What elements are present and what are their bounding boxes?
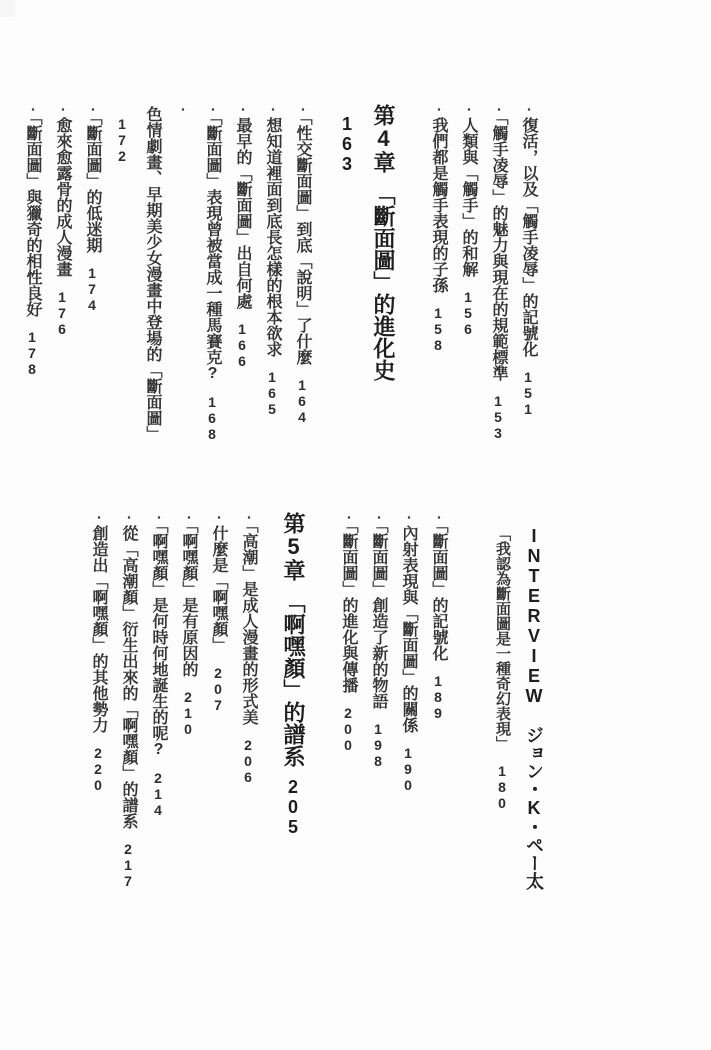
bullet-dot-icon: ・	[242, 512, 254, 523]
interview-heading	[517, 512, 551, 894]
entry-page-number: 156	[460, 289, 476, 337]
chapter-page-number: 163	[337, 114, 357, 174]
chapter-page-number: 205	[283, 777, 303, 837]
toc-entry	[453, 104, 483, 450]
bullet-dot-icon: ・	[492, 104, 504, 115]
chapter4-toc-block	[17, 104, 543, 450]
toc-entry	[113, 512, 143, 894]
bullet-dot-icon: ・	[212, 512, 224, 523]
chapter-heading	[275, 512, 311, 894]
bullet-dot-icon: ・	[372, 512, 384, 523]
toc-entry	[203, 512, 233, 894]
toc-entry	[287, 104, 317, 450]
entry-page-number: 189	[430, 673, 446, 721]
entry-page-number: 180	[494, 763, 510, 811]
bullet-dot-icon: ・	[182, 512, 194, 523]
entry-page-number: 210	[180, 689, 196, 737]
entry-page-number: 174	[84, 265, 100, 313]
entry-title: 「斷面圖」創造了新的物語	[370, 525, 387, 709]
bullet-dot-icon: ・	[402, 512, 414, 523]
toc-entry	[77, 104, 107, 450]
entry-page-number: 151	[520, 369, 536, 417]
entry-title: 「斷面圖」與獵奇的相性良好	[24, 117, 41, 317]
entry-title: 最早的「斷面圖」出自何處	[234, 117, 251, 309]
toc-entry	[257, 104, 287, 450]
entry-page-number: 165	[264, 369, 280, 417]
entry-title: 色情劇畫、早期美少女漫畫中登場的「斷面圖」	[144, 106, 161, 442]
toc-entry	[233, 512, 263, 894]
toc-entry	[333, 512, 363, 894]
entry-page-number: 220	[90, 745, 106, 793]
bullet-dot-icon: ・	[462, 104, 474, 115]
entry-title: 人類與「觸手」的和解	[460, 117, 477, 277]
bullet-dot-icon: ・	[122, 512, 134, 523]
entry-page-number: 207	[210, 665, 226, 713]
bullet-dot-icon: ・	[342, 512, 354, 523]
entry-title: 想知道裡面到底長怎樣的根本欲求	[264, 117, 281, 357]
chapter-title: 「啊嘿顏」的譜系	[281, 591, 306, 767]
entry-title: 內射表現與「斷面圖」的關係	[400, 525, 417, 733]
chapter-title: 「斷面圖」的進化史	[371, 183, 396, 381]
toc-entry	[47, 104, 77, 450]
bullet-dot-icon: ・	[176, 104, 188, 115]
bullet-dot-icon: ・	[206, 104, 218, 115]
entry-page-number: 178	[24, 329, 40, 377]
entry-title: 我們都是觸手表現的子孫	[430, 117, 447, 293]
entry-title: 「啊嘿顏」是何時何地誕生的呢?	[150, 525, 167, 758]
toc-entry	[17, 104, 47, 450]
interview-title: INTERVIEW ジョン・K・ペー太	[524, 526, 544, 890]
chapter-label: 第4章	[371, 104, 396, 173]
entry-page-number: 158	[430, 305, 446, 353]
entry-title: 「斷面圖」表現曾被當成一種馬賽克?	[204, 117, 221, 382]
entry-title: 「觸手凌辱」的魅力與現在的規範標準	[490, 117, 507, 381]
entry-title: 復活，以及「觸手凌辱」的記號化	[520, 117, 537, 357]
toc-entry	[107, 104, 197, 450]
entry-page-number: 172	[114, 116, 130, 164]
toc-entry	[423, 104, 453, 450]
entry-page-number: 198	[370, 721, 386, 769]
bullet-dot-icon: ・	[152, 512, 164, 523]
bullet-dot-icon: ・	[266, 104, 278, 115]
entry-page-number: 164	[294, 377, 310, 425]
bullet-dot-icon: ・	[26, 104, 38, 115]
bullet-dot-icon: ・	[522, 104, 534, 115]
entry-page-number: 214	[150, 770, 166, 818]
entry-page-number: 200	[340, 705, 356, 753]
bullet-dot-icon: ・	[432, 104, 444, 115]
interview-quote-entry	[487, 512, 517, 894]
toc-entry	[423, 512, 453, 894]
bullet-dot-icon: ・	[86, 104, 98, 115]
bullet-dot-icon: ・	[92, 512, 104, 523]
toc-entry	[83, 512, 113, 894]
entry-title: 「斷面圖」的低迷期	[84, 117, 101, 253]
entry-page-number: 168	[204, 394, 220, 442]
entry-title: 「斷面圖」的進化與傳播	[340, 525, 357, 693]
toc-entry	[513, 104, 543, 450]
entry-title: 「性交斷面圖」到底「說明」了什麼	[294, 117, 311, 365]
entry-title: 「我認為斷面圖是一種奇幻表現」	[494, 526, 511, 751]
entry-page-number: 153	[490, 393, 506, 441]
toc-entry	[143, 512, 173, 894]
bullet-dot-icon: ・	[296, 104, 308, 115]
scan-artifact	[0, 0, 15, 17]
toc-entry	[363, 512, 393, 894]
bullet-dot-icon: ・	[432, 512, 444, 523]
bullet-dot-icon: ・	[56, 104, 68, 115]
toc-entry	[393, 512, 423, 894]
entry-title: 創造出「啊嘿顏」的其他勢力	[90, 525, 107, 733]
entry-page-number: 217	[120, 841, 136, 889]
entry-page-number: 166	[234, 321, 250, 369]
entry-page-number: 176	[54, 289, 70, 337]
entry-title: 「斷面圖」的記號化	[430, 525, 447, 661]
toc-entry	[197, 104, 227, 450]
entry-title: 「高潮」是成人漫畫的形式美	[240, 525, 257, 725]
interview-chapter5-toc-block	[83, 512, 551, 894]
toc-entry	[173, 512, 203, 894]
entry-title: 什麼是「啊嘿顏」	[210, 525, 227, 653]
chapter-heading	[329, 104, 401, 450]
bullet-dot-icon: ・	[236, 104, 248, 115]
entry-title: 從「高潮顏」衍生出來的「啊嘿顏」的譜系	[120, 525, 137, 829]
entry-page-number: 190	[400, 745, 416, 793]
chapter-label: 第5章	[281, 512, 306, 581]
toc-entry	[227, 104, 257, 450]
entry-title: 「啊嘿顏」是有原因的	[180, 525, 197, 677]
entry-title: 愈來愈露骨的成人漫畫	[54, 117, 71, 277]
toc-entry	[483, 104, 513, 450]
entry-page-number: 206	[240, 737, 256, 785]
